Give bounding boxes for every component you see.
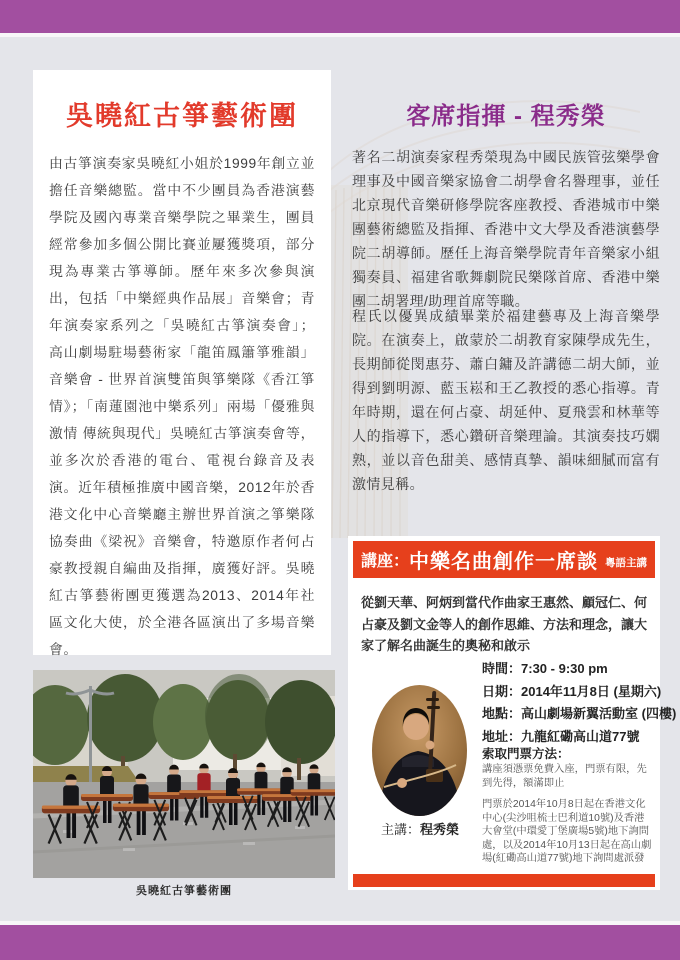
conductor-title: 客席指揮 - 程秀榮 [406, 103, 606, 130]
speaker-photo-art [372, 685, 467, 816]
ensemble-description: 由古箏演奏家吳曉紅小姐於1999年創立並擔任音樂總監。當中不少團員為香港演藝學院及國內專業音樂學院之畢業生，團員經常參加多個公開比賽並屢獲獎項，部分現為專業古箏導師。歷年來多次參與演出，包括「中樂經典作品展」音樂會；青年演奏家系列之「吳曉紅古箏演奏會」；高山劇場駐場藝術家「龍笛鳳簫箏雅韻」音樂會 - 世界首演雙笛與箏樂隊《香江箏情》；「南蓮園池中樂系列」兩場「優雅與激情 傳統與現代」吳曉紅古箏演奏會等，並多次於香港的電台、電視台錄音及表演。近年積極推廣中國音樂，2012年於香港文化中心音樂廳主辦世界首演之箏樂隊協奏曲《梁祝》音樂會，特邀原作者何占豪教授親自編曲及指揮，廣獲好評。吳曉紅古箏藝術團更獲選為2013、2014年社區文化大使，於全港各區演出了多場音樂會。 [49, 156, 315, 657]
lecture-title: 中樂名曲創作一席談 [409, 551, 598, 573]
lecture-language-note: 粵語主講 [605, 557, 647, 569]
speaker-photo [372, 685, 467, 817]
speaker-name: 程秀榮 [420, 822, 460, 837]
detail-venue-value: 高山劇場新翼活動室 (四樓) [521, 706, 677, 721]
lecture-footer-bar [353, 874, 655, 887]
speaker-caption [352, 819, 488, 838]
ticket-note-admission: 講座須憑票免費入座，門票有限，先到先得，額滿即止 [482, 764, 647, 789]
lecture-header-banner [353, 541, 655, 578]
detail-venue-label: 地點： [482, 706, 522, 721]
detail-time [482, 658, 676, 681]
conductor-bio-paragraph-1: 著名二胡演奏家程秀榮現為中國民族管弦樂學會理事及中國音樂家協會二胡學會名譽理事，並任北京現代音樂研修學院客座教授、香港城市中樂團藝術總監及指揮、香港中文大學及香港演藝學院二胡導師。歷任上海音樂學院青年音樂家小組獨奏員、福建省歌舞劇院民樂隊首席、香港中樂團二胡署理/助理首席等職。 [352, 149, 660, 309]
ensemble-title: 吳曉紅古箏藝術團 [66, 101, 298, 131]
detail-address-value: 九龍紅磡高山道77號 [521, 728, 640, 744]
ensemble-photo [33, 670, 335, 878]
detail-time-label: 時間： [482, 661, 522, 676]
ticket-note-distribution: 門票於2014年10月8日起在香港文化中心(尖沙咀梳士巴利道10號)及香港大會堂(中環愛丁堡廣場5號)地下詢問處，以及2014年10月13日起在高山劇場(紅磡高山道77號)地下詢問處派發 [482, 799, 652, 865]
detail-time-value: 7:30 - 9:30 pm [521, 661, 608, 676]
ensemble-intro-panel [33, 70, 331, 655]
detail-date [482, 681, 676, 704]
lecture-label: 講座： [360, 553, 409, 570]
detail-address-label: 地址： [482, 728, 522, 744]
speaker-label: 主講： [380, 822, 420, 837]
ensemble-photo-caption: 吳曉紅古箏藝術團 [136, 885, 232, 897]
lecture-info-box [348, 536, 677, 890]
detail-date-value: 2014年11月8日 (星期六) [521, 683, 662, 699]
conductor-bio-paragraph-2: 程氏以優異成績畢業於福建藝專及上海音樂學院。在演奏上，啟蒙於二胡教育家陳學成先生，長期師從閔惠芬、蕭白鏞及許講德二胡大師，並得到劉明源、藍玉崧和王乙教授的悉心指導。青年時期，還在何占豪、胡延仲、夏飛雲和林華等人的指導下，悉心鑽研音樂理論。其演奏技巧嫻熟，並以音色甜美、感情真摯、韻味細膩而富有激情見稱。 [352, 308, 660, 492]
ticket-method-header: 索取門票方法： [482, 747, 570, 761]
ensemble-photo-art [33, 670, 335, 878]
top-purple-band [0, 0, 680, 37]
lecture-details [482, 658, 676, 748]
detail-date-label: 日期： [482, 683, 522, 699]
bottom-purple-band [0, 921, 680, 960]
lecture-intro-text: 從劉天華、阿炳到當代作曲家王惠然、顧冠仁、何占豪及劉文金等人的創作思維、方法和理念，讓大家了解名曲誕生的奧秘和啟示 [361, 595, 648, 653]
detail-venue [482, 703, 676, 726]
